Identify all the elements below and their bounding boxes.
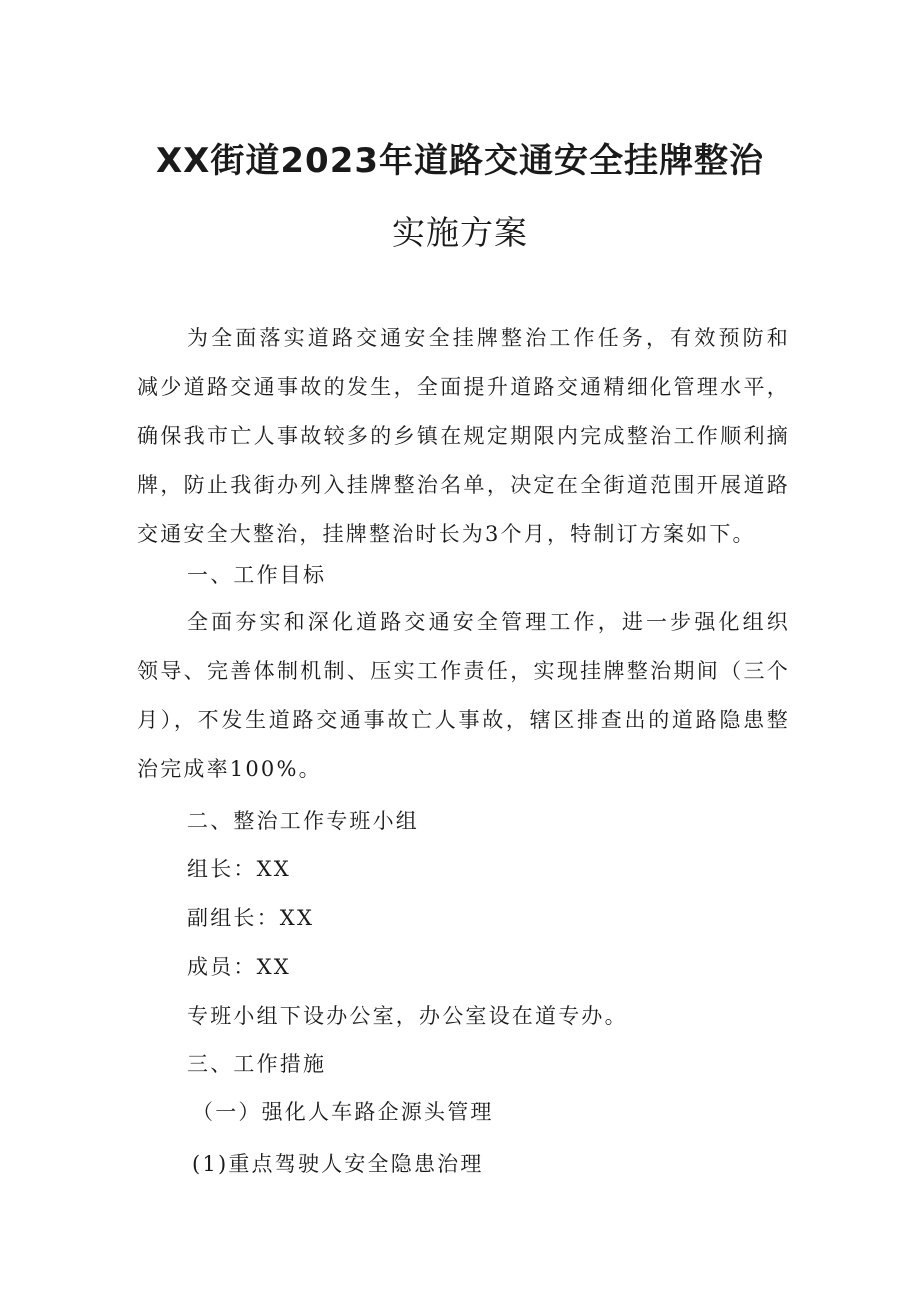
- deputy-leader-line: 副组长：XX: [187, 906, 315, 930]
- office-note-line: 专班小组下设办公室，办公室设在道专办。: [187, 1004, 628, 1028]
- subsection-1-heading: （一）强化人车路企源头管理: [192, 1100, 494, 1124]
- intro-paragraph: 为全面落实道路交通安全挂牌整治工作任务，有效预防和减少道路交通事故的发生，全面提升道路交通精细化管理水平，确保我市亡人事故较多的乡镇在规定期限内完成整治工作顺利摘牌，防止我街办列入挂牌整治名单，决定在全街道范围开展道路交通安全大整治，挂牌整治时长为3个月，特制订方案如下。: [137, 326, 790, 546]
- section-1-paragraph: 全面夯实和深化道路交通安全管理工作，进一步强化组织领导、完善体制机制、压实工作责任，实现挂牌整治期间（三个月），不发生道路交通事故亡人事故，辖区排查出的道路隐患整治完成率100%。: [137, 610, 790, 781]
- group-leader-line: 组长：XX: [187, 857, 291, 881]
- document-title-line-1: XX街道2023年道路交通安全挂牌整治: [155, 141, 765, 181]
- section-2-heading: 二、整治工作专班小组: [187, 809, 419, 833]
- members-line: 成员：XX: [187, 955, 291, 979]
- item-1-heading: (1)重点驾驶人安全隐患治理: [192, 1152, 484, 1176]
- section-3-heading: 三、工作措施: [187, 1052, 327, 1076]
- document-title-line-2: 实施方案: [392, 213, 528, 252]
- section-1-heading: 一、工作目标: [187, 563, 327, 587]
